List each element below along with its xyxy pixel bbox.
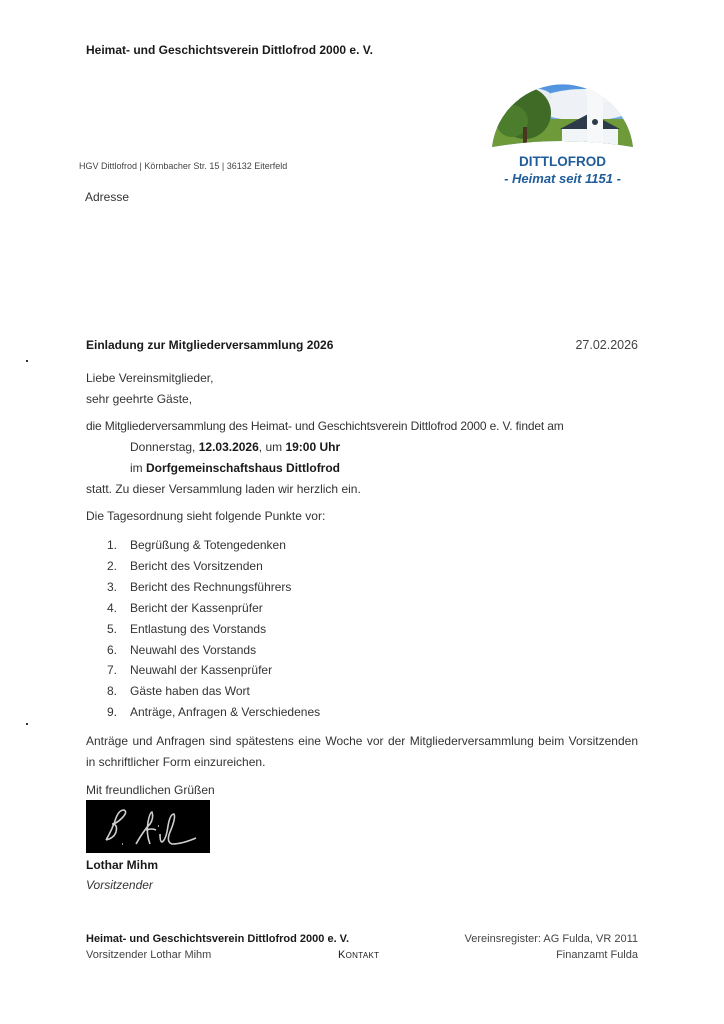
subject-row (86, 335, 638, 356)
agenda-text: Neuwahl der Kassenprüfer (130, 663, 273, 678)
footer-second-line (86, 947, 379, 963)
meeting-time: 19:00 Uhr (285, 440, 341, 454)
agenda-number: 7. (107, 663, 118, 678)
agenda-number: 3. (107, 579, 118, 594)
signer-role: Vorsitzender (86, 878, 153, 893)
logo-tagline: - Heimat seit 1151 - (504, 171, 621, 186)
fold-mark (26, 360, 28, 362)
salutation-line: sehr geehrte Gäste, (86, 392, 193, 406)
agenda-number: 4. (107, 600, 118, 615)
when-mid: , um (258, 440, 286, 454)
agenda-text: Bericht der Kassenprüfer (130, 600, 263, 615)
organization-title: Heimat- und Geschichtsverein Dittlofrod 2000 e. V. (86, 43, 373, 57)
agenda-number: 8. (107, 684, 118, 699)
agenda-number: 1. (107, 538, 118, 552)
logo-name: DITTLOFROD (519, 154, 606, 169)
invite-text: statt. Zu dieser Versammlung laden wir herzlich ein. (86, 482, 361, 496)
letter-body (86, 335, 638, 895)
where-prefix: im (130, 461, 146, 475)
footer-right (449, 931, 638, 963)
agenda-item (107, 535, 638, 556)
footer-chair: Vorsitzender Lothar Mihm (86, 949, 212, 961)
agenda-item (107, 577, 638, 598)
logo (490, 47, 635, 193)
meeting-when (86, 437, 638, 458)
footer-organization: Heimat- und Geschichtsverein Dittlofrod 2000 e. V. (86, 933, 350, 945)
agenda-number: 6. (107, 642, 118, 657)
agenda-text: Anträge, Anfragen & Verschiedenes (130, 705, 321, 720)
fold-mark (26, 723, 28, 725)
footer-tax-office: Finanzamt Fulda (556, 949, 638, 961)
footer-register: Vereinsregister: AG Fulda, VR 2011 (464, 933, 638, 945)
meeting-place: Dorfgemeinschaftshaus Dittlofrod (146, 461, 341, 475)
agenda-text: Gäste haben das Wort (130, 684, 250, 699)
letter-subject: Einladung zur Mitgliederversammlung 2026 (86, 338, 334, 352)
agenda-item (107, 681, 638, 702)
agenda-item (107, 640, 638, 661)
meeting-date: 12.03.2026 (198, 440, 259, 454)
logo-image (490, 47, 635, 153)
agenda-text: Entlastung des Vorstands (130, 621, 267, 636)
meeting-where (86, 458, 638, 479)
agenda-item (107, 702, 638, 723)
agenda-intro: Die Tagesordnung sieht folgende Punkte vor: (86, 509, 326, 523)
address-field: Adresse (85, 190, 130, 204)
footer-contact-link[interactable]: Kontakt (338, 949, 380, 961)
when-prefix: Donnerstag, (130, 440, 199, 454)
salutation (86, 368, 638, 410)
agenda-text: Neuwahl des Vorstands (130, 642, 257, 657)
agenda-item (107, 598, 638, 619)
agenda-number: 2. (107, 558, 118, 573)
agenda-number: 5. (107, 621, 118, 636)
agenda-text: Begrüßung & Totengedenken (130, 538, 286, 552)
signature-image (86, 800, 210, 853)
meeting-paragraph (86, 416, 638, 500)
footer-left (86, 931, 379, 963)
letter-date: 27.02.2026 (575, 338, 638, 352)
agenda-list (86, 535, 638, 723)
closing: Mit freundlichen Grüßen (86, 783, 215, 798)
agenda-number: 9. (107, 705, 118, 720)
salutation-line: Liebe Vereinsmitglieder, (86, 371, 214, 385)
agenda-item (107, 556, 638, 577)
agenda-text: Bericht des Vorsitzenden (130, 558, 263, 573)
sender-line: HGV Dittlofrod | Körnbacher Str. 15 | 36132 Eiterfeld (79, 161, 288, 171)
signer-name: Lothar Mihm (86, 858, 158, 873)
agenda-item (107, 619, 638, 640)
agenda-item (107, 660, 638, 681)
footer (86, 931, 638, 963)
requests-note: Anträge und Anfragen sind spätestens eine Woche vor der Mitgliederversammlung beim Vorsitzenden in schriftlicher Form einzureichen. (86, 734, 638, 770)
intro-text: die Mitgliederversammlung des Heimat- und Geschichtsverein Dittlofrod 2000 e. V. findet am (86, 419, 564, 433)
agenda-text: Bericht des Rechnungsführers (130, 579, 292, 594)
